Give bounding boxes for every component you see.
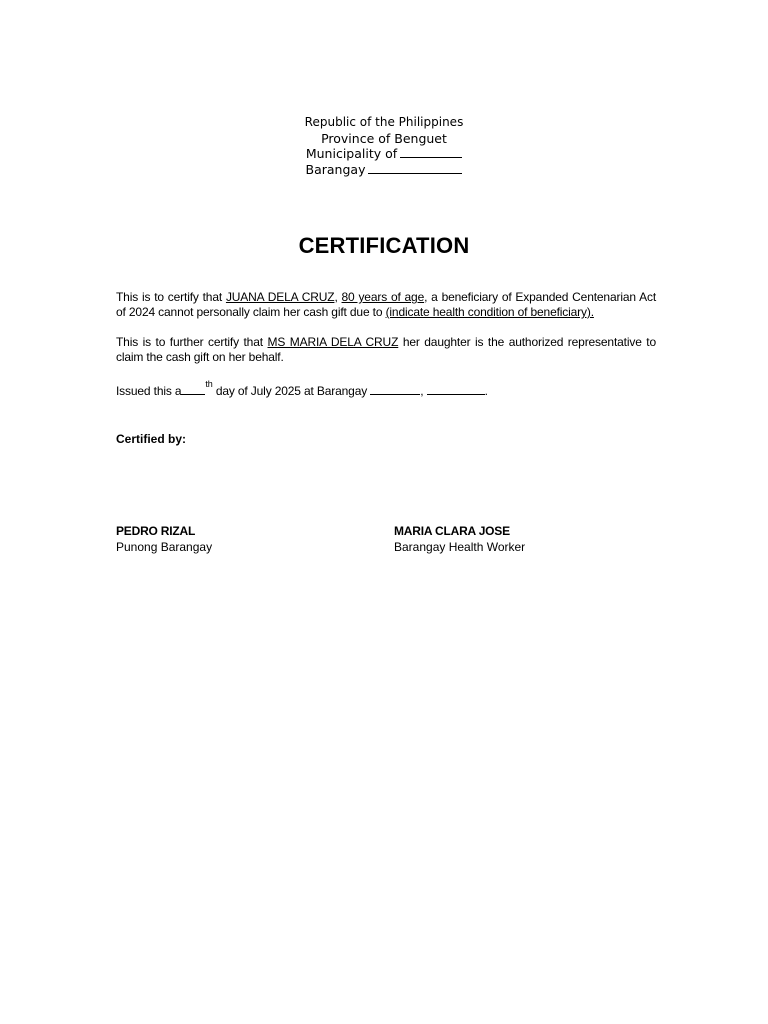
letterhead [0, 115, 768, 177]
issued-comma: , [420, 384, 427, 398]
signatory-left [116, 523, 212, 555]
representative-text-1: This is to further certify that [116, 335, 268, 349]
beneficiary-age: 80 years of age [341, 290, 425, 304]
signatory-right-name: MARIA CLARA JOSE [394, 524, 510, 538]
document-title: CERTIFICATION [298, 233, 470, 258]
representative-paragraph [116, 335, 656, 365]
signatory-left-name: PEDRO RIZAL [116, 524, 196, 538]
day-suffix: th [205, 379, 213, 389]
representative-name: MS MARIA DELA CRUZ [267, 335, 399, 349]
header-barangay-line [0, 162, 768, 178]
certify-text-1: This is to certify that [116, 290, 226, 304]
header-barangay: Barangay [305, 161, 366, 177]
issued-text-2: day of July 2025 at Barangay [212, 384, 371, 398]
header-republic: Republic of the Philippines [304, 115, 464, 129]
issued-barangay-blank [370, 384, 420, 395]
health-condition: (indicate health condition of beneficiary). [385, 305, 594, 319]
header-municipality-line [0, 146, 768, 162]
signatory-right [394, 523, 525, 555]
day-blank [181, 384, 205, 395]
representative-text-2: her daughter is the authorized representative to claim the cash gift on her behalf. [116, 335, 656, 364]
beneficiary-name: JUANA DELA CRUZ [225, 290, 335, 304]
barangay-blank [368, 162, 462, 174]
certified-by-label: Certified by: [116, 432, 187, 446]
header-municipality: Municipality of [305, 146, 398, 161]
certify-text-2: , a beneficiary of Expanded Centenarian Act of 2024 cannot personally claim her cash gift due to [116, 290, 657, 319]
certify-separator: , [334, 290, 342, 304]
certify-paragraph [116, 290, 656, 320]
issued-paragraph [116, 379, 656, 399]
issued-text-1: Issued this a [116, 384, 182, 398]
signatory-left-position: Punong Barangay [116, 540, 213, 554]
municipality-blank [400, 146, 462, 158]
header-province: Province of Benguet [321, 130, 447, 146]
issued-period: . [484, 384, 488, 398]
signatory-right-position: Barangay Health Worker [394, 540, 526, 554]
issued-municipality-blank [427, 384, 485, 395]
